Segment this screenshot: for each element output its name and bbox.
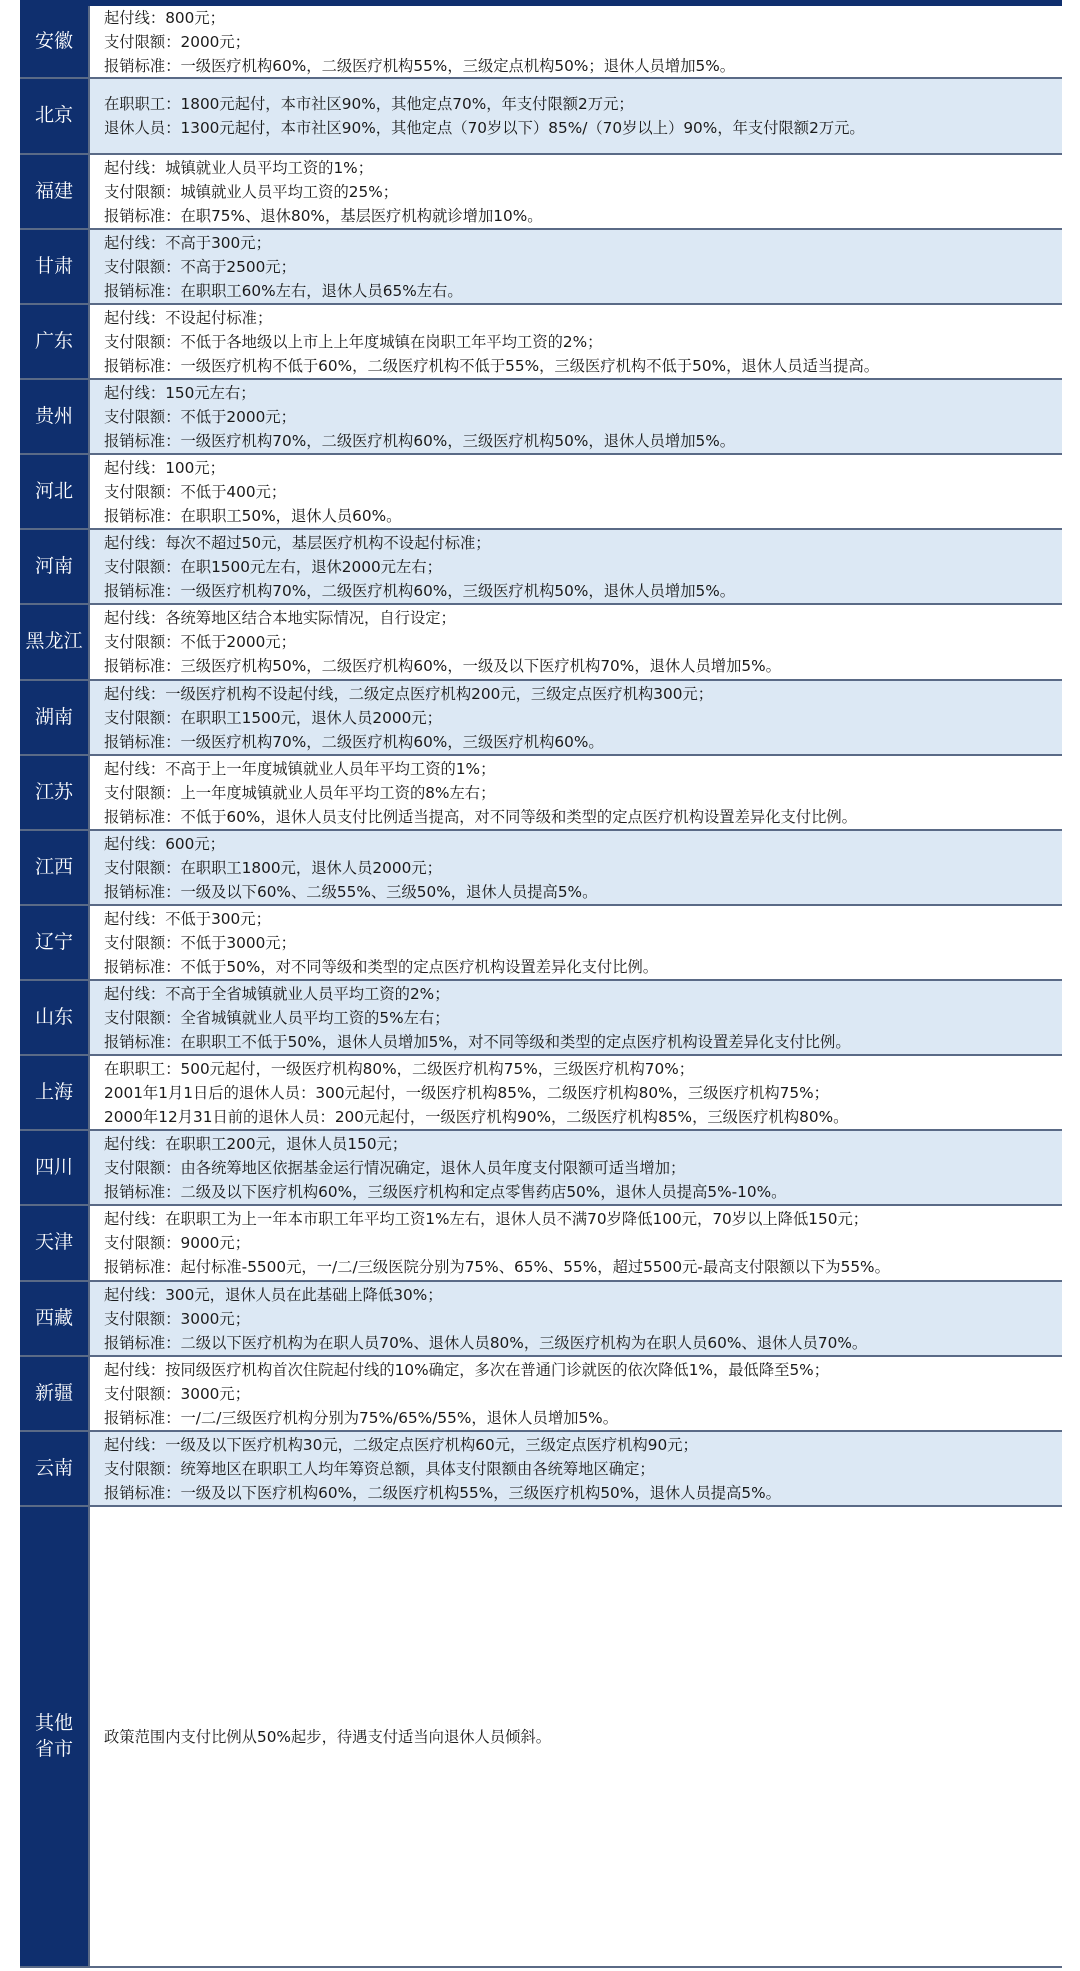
table-row (20, 1056, 1062, 1131)
table-row (20, 681, 1062, 756)
policy-line: 2000年12月31日前的退休人员：200元起付，一级医疗机构90%，二级医疗机构85%，三级医疗机构80%。 (104, 1107, 849, 1126)
province-cell: 云南 (20, 1432, 90, 1505)
policy-details-cell (90, 455, 1062, 528)
policy-line: 起付线：不低于300元； (104, 909, 271, 928)
policy-line: 报销标准：一级医疗机构70%，二级医疗机构60%，三级医疗机构50%，退休人员增加5%。 (104, 581, 736, 600)
policy-line: 支付限额：不高于2500元； (104, 257, 296, 276)
province-cell: 西藏 (20, 1282, 90, 1355)
policy-line: 支付限额：不低于各地级以上市上上年度城镇在岗职工年平均工资的2%； (104, 332, 603, 351)
policy-details-cell (90, 906, 1062, 979)
policy-line: 在职职工：1800元起付，本市社区90%，其他定点70%，年支付限额2万元； (104, 95, 634, 113)
policy-line: 报销标准：在职职工60%左右，退休人员65%左右。 (104, 281, 463, 300)
policy-line: 支付限额：不低于3000元； (104, 933, 296, 952)
province-cell: 安徽 (20, 6, 90, 77)
policy-line: 支付限额：不低于400元； (104, 482, 287, 501)
table-row (20, 380, 1062, 455)
policy-line: 起付线：各统筹地区结合本地实际情况，自行设定； (104, 609, 456, 627)
policy-line: 报销标准：不低于60%，退休人员支付比例适当提高，对不同等级和类型的定点医疗机构设置差异化支付比例。 (104, 807, 857, 826)
policy-line: 起付线：在职职工200元，退休人员150元； (104, 1134, 408, 1153)
table-row (20, 155, 1062, 230)
policy-line: 报销标准：二级以下医疗机构为在职人员70%、退休人员80%，三级医疗机构为在职人员60%、退休人员70%。 (104, 1333, 868, 1352)
policy-line: 报销标准：一级医疗机构70%，二级医疗机构60%，三级医疗机构50%，退休人员增加5%。 (104, 431, 736, 450)
province-cell: 上海 (20, 1056, 90, 1129)
province-cell: 黑龙江 (20, 605, 90, 679)
province-cell: 辽宁 (20, 906, 90, 979)
province-cell: 江苏 (20, 756, 90, 829)
province-cell: 天津 (20, 1206, 90, 1280)
table-row (20, 831, 1062, 906)
policy-line: 起付线：每次不超过50元，基层医疗机构不设起付标准； (104, 533, 491, 552)
policy-line: 起付线：在职职工为上一年本市职工年平均工资1%左右，退休人员不满70岁降低100元，70岁以上降低150元； (104, 1210, 869, 1228)
table-row (20, 756, 1062, 831)
province-cell: 河南 (20, 530, 90, 603)
table-row (20, 455, 1062, 530)
policy-details-cell (90, 681, 1062, 754)
policy-line: 起付线：800元； (104, 8, 225, 27)
policy-line: 起付线：不高于全省城镇就业人员平均工资的2%； (104, 984, 450, 1003)
table-row (20, 605, 1062, 681)
policy-details-cell (90, 79, 1062, 153)
province-cell: 江西 (20, 831, 90, 904)
policy-line: 报销标准：一/二/三级医疗机构分别为75%/65%/55%，退休人员增加5%。 (104, 1408, 619, 1427)
province-cell: 贵州 (20, 380, 90, 453)
policy-line: 报销标准：一级医疗机构60%，二级医疗机构55%，三级定点机构50%；退休人员增加5%。 (104, 56, 736, 75)
policy-line: 报销标准：一级及以下医疗机构60%，二级医疗机构55%，三级医疗机构50%，退休人员提高5%。 (104, 1483, 781, 1502)
policy-line: 支付限额：由各统筹地区依据基金运行情况确定，退休人员年度支付限额可适当增加； (104, 1158, 686, 1177)
policy-line: 支付限额：城镇就业人员平均工资的25%； (104, 182, 399, 201)
policy-line: 起付线：150元左右； (104, 383, 256, 402)
policy-details-cell (90, 831, 1062, 904)
policy-details-cell (90, 1282, 1062, 1355)
policy-line: 起付线：按同级医疗机构首次住院起付线的10%确定，多次在普通门诊就医的依次降低1%，最低降至5%； (104, 1360, 830, 1379)
table-row (20, 6, 1062, 79)
policy-line: 支付限额：统筹地区在职职工人均年筹资总额，具体支付限额由各统筹地区确定； (104, 1459, 655, 1478)
province-cell: 福建 (20, 155, 90, 228)
table-row (20, 1206, 1062, 1282)
policy-line: 报销标准：三级医疗机构50%，二级医疗机构60%，一级及以下医疗机构70%，退休人员增加5%。 (104, 657, 781, 675)
policy-line: 退休人员：1300元起付，本市社区90%，其他定点（70岁以下）85%/（70岁以上）90%，年支付限额2万元。 (104, 119, 865, 137)
policy-line: 支付限额：2000元； (104, 32, 251, 51)
policy-line: 起付线：城镇就业人员平均工资的1%； (104, 158, 374, 177)
province-cell: 河北 (20, 455, 90, 528)
table-row (20, 906, 1062, 981)
policy-details-cell (90, 155, 1062, 228)
table-row (20, 305, 1062, 380)
policy-line: 支付限额：在职1500元左右，退休2000元左右； (104, 557, 442, 576)
table-row (20, 230, 1062, 305)
policy-details-cell (90, 1357, 1062, 1430)
policy-details-cell (90, 305, 1062, 378)
policy-details-cell (90, 230, 1062, 303)
policy-line: 起付线：不设起付标准； (104, 308, 273, 327)
policy-line: 支付限额：9000元； (104, 1234, 251, 1252)
policy-line: 政策范围内支付比例从50%起步，待遇支付适当向退休人员倾斜。 (104, 1727, 552, 1746)
province-cell: 广东 (20, 305, 90, 378)
policy-line: 支付限额：3000元； (104, 1309, 251, 1328)
policy-line: 报销标准：在职职工50%，退休人员60%。 (104, 506, 402, 525)
province-cell: 其他 省市 (20, 1507, 90, 1966)
policy-details-cell (90, 530, 1062, 603)
policy-line: 支付限额：上一年度城镇就业人员年平均工资的8%左右； (104, 783, 496, 802)
province-cell: 北京 (20, 79, 90, 153)
policy-table (20, 0, 1062, 1968)
policy-line: 报销标准：一级医疗机构70%，二级医疗机构60%，三级医疗机构60%。 (104, 732, 604, 751)
policy-line: 起付线：不高于上一年度城镇就业人员年平均工资的1%； (104, 759, 496, 778)
policy-details-cell (90, 6, 1062, 77)
policy-line: 支付限额：不低于2000元； (104, 633, 296, 651)
policy-details-cell (90, 981, 1062, 1054)
province-cell: 甘肃 (20, 230, 90, 303)
policy-line: 起付线：300元，退休人员在此基础上降低30%； (104, 1285, 443, 1304)
table-row (20, 981, 1062, 1056)
policy-details-cell (90, 605, 1062, 679)
policy-details-cell (90, 1432, 1062, 1505)
policy-line: 报销标准：一级医疗机构不低于60%，二级医疗机构不低于55%，三级医疗机构不低于50%，退休人员适当提高。 (104, 356, 880, 375)
table-row (20, 530, 1062, 605)
table-row (20, 1432, 1062, 1507)
policy-line: 起付线：一级医疗机构不设起付线，二级定点医疗机构200元，三级定点医疗机构300元； (104, 684, 714, 703)
policy-line: 报销标准：起付标准-5500元，一/二/三级医院分别为75%、65%、55%，超过5500元-最高支付限额以下为55%。 (104, 1258, 890, 1276)
policy-details-cell (90, 380, 1062, 453)
policy-line: 支付限额：在职职工1800元，退休人员2000元； (104, 858, 442, 877)
province-cell: 湖南 (20, 681, 90, 754)
province-cell: 山东 (20, 981, 90, 1054)
policy-line: 报销标准：在职75%、退休80%，基层医疗机构就诊增加10%。 (104, 206, 543, 225)
policy-line: 报销标准：在职职工不低于50%，退休人员增加5%，对不同等级和类型的定点医疗机构设置差异化支付比例。 (104, 1032, 851, 1051)
policy-line: 报销标准：二级及以下医疗机构60%，三级医疗机构和定点零售药店50%，退休人员提高5%-10%。 (104, 1182, 787, 1201)
table-row (20, 1507, 1062, 1968)
policy-line: 起付线：不高于300元； (104, 233, 271, 252)
policy-line: 支付限额：3000元； (104, 1384, 251, 1403)
province-cell: 新疆 (20, 1357, 90, 1430)
policy-details-cell (90, 1056, 1062, 1129)
policy-line: 起付线：一级及以下医疗机构30元，二级定点医疗机构60元，三级定点医疗机构90元； (104, 1435, 698, 1454)
policy-details-cell (90, 756, 1062, 829)
policy-line: 2001年1月1日后的退休人员：300元起付，一级医疗机构85%，二级医疗机构80%，三级医疗机构75%； (104, 1083, 829, 1102)
table-row (20, 79, 1062, 155)
table-row (20, 1282, 1062, 1357)
policy-line: 报销标准：不低于50%，对不同等级和类型的定点医疗机构设置差异化支付比例。 (104, 957, 659, 976)
policy-line: 支付限额：全省城镇就业人员平均工资的5%左右； (104, 1008, 450, 1027)
province-cell: 四川 (20, 1131, 90, 1204)
policy-line: 报销标准：一级及以下60%、二级55%、三级50%，退休人员提高5%。 (104, 882, 598, 901)
policy-line: 支付限额：不低于2000元； (104, 407, 296, 426)
policy-line: 起付线：600元； (104, 834, 225, 853)
policy-line: 在职职工：500元起付，一级医疗机构80%，二级医疗机构75%，三级医疗机构70%； (104, 1059, 695, 1078)
policy-line: 起付线：100元； (104, 458, 225, 477)
table-row (20, 1357, 1062, 1432)
policy-line: 支付限额：在职职工1500元，退休人员2000元； (104, 708, 442, 727)
policy-details-cell (90, 1507, 1062, 1966)
policy-details-cell (90, 1131, 1062, 1204)
table-row (20, 1131, 1062, 1206)
policy-details-cell (90, 1206, 1062, 1280)
